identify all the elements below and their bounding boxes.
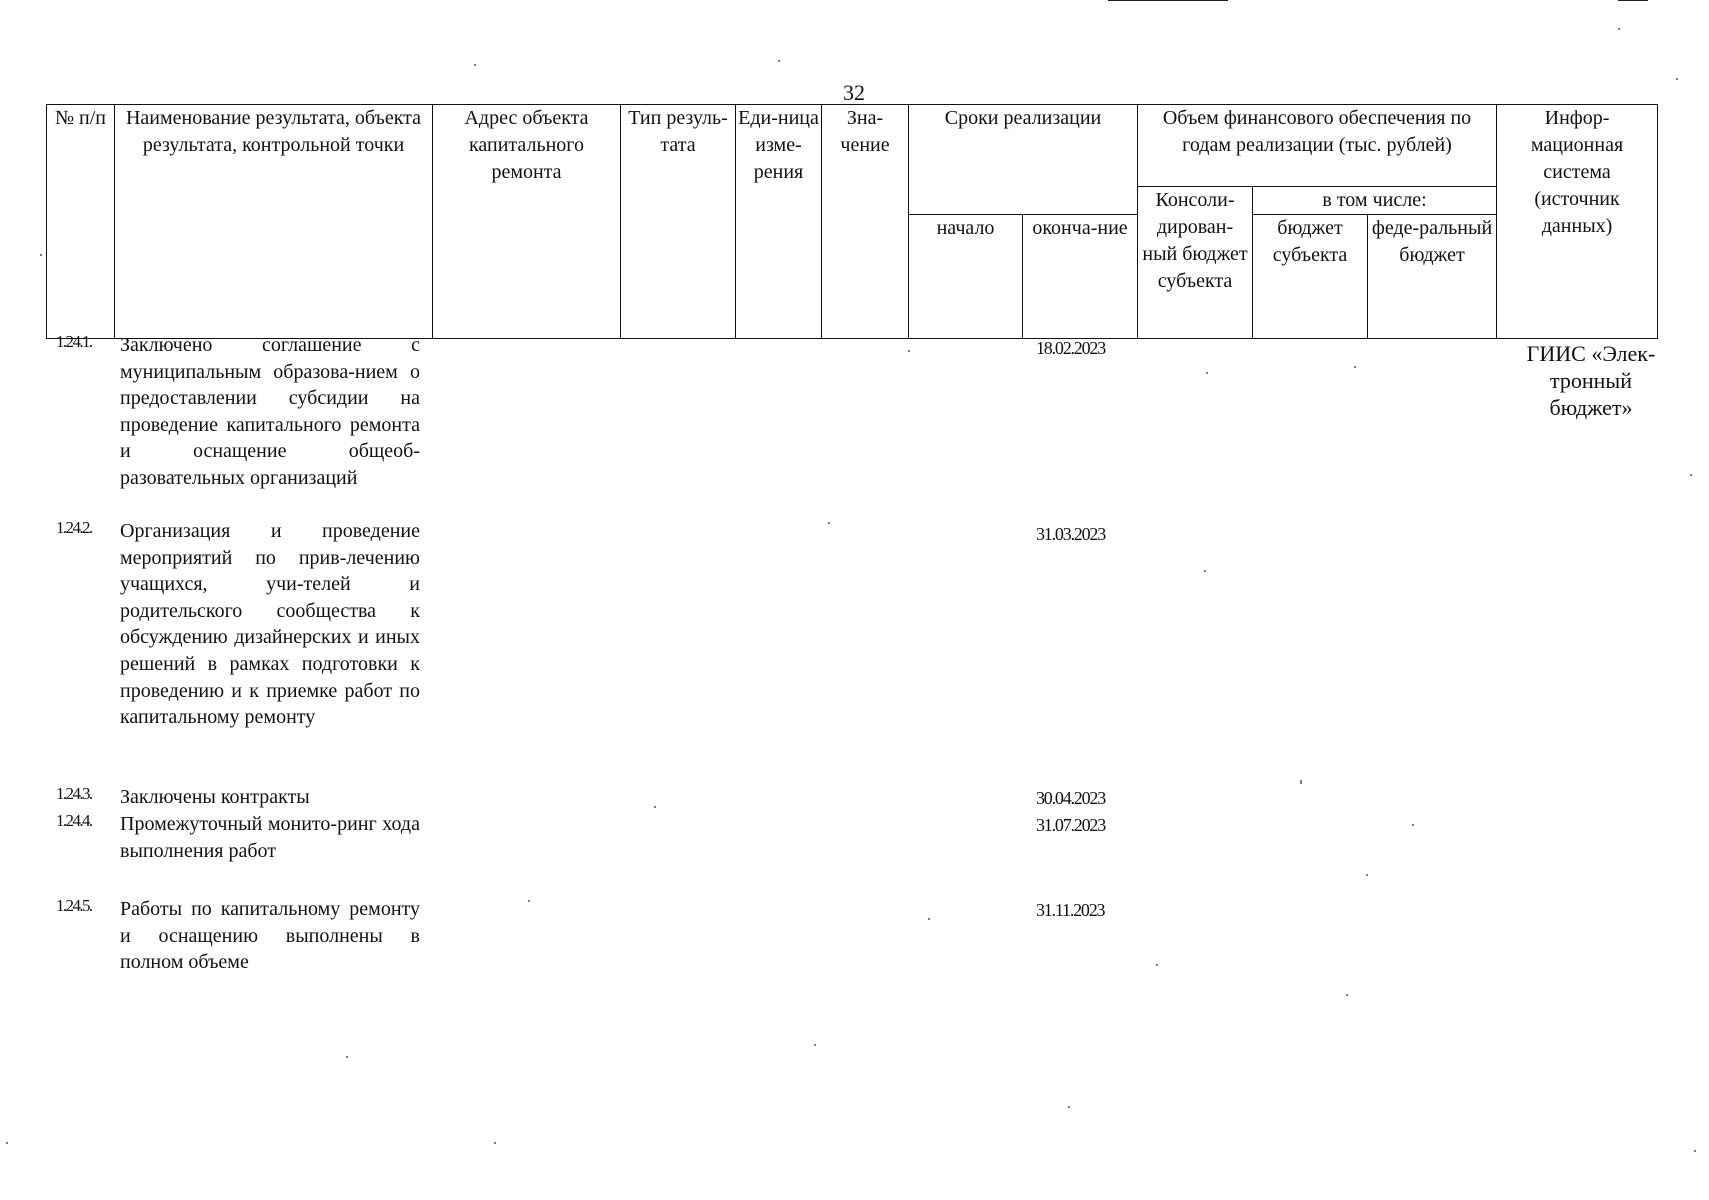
row-end-date: 31.11.2023 (1036, 900, 1105, 920)
header-consolidated-budget: Консоли-дирован-ный бюджет субъекта (1138, 187, 1253, 339)
scan-speck (6, 1142, 8, 1144)
header-name: Наименование результата, объекта результата, контрольной точки (115, 105, 433, 339)
scan-speck (1346, 994, 1348, 996)
row-info-system: ГИИС «Элек-тронный бюджет» (1526, 341, 1656, 420)
scan-mark (1108, 0, 1228, 1)
scan-speck (1300, 780, 1302, 782)
header-unit: Еди-ница изме-рения (736, 105, 822, 339)
scan-speck (828, 522, 830, 524)
header-start: начало (909, 215, 1023, 339)
scan-speck (1300, 782, 1302, 784)
scan-speck (474, 64, 476, 66)
scan-speck (494, 1142, 496, 1144)
scan-speck (1206, 372, 1208, 374)
scan-mark (1618, 0, 1648, 1)
header-info-system: Инфор-мационная система (источник данных) (1497, 105, 1658, 339)
scan-speck (1412, 824, 1414, 826)
header-value: Зна-чение (822, 105, 909, 339)
header-financing: Объем финансового обеспечения по годам реализации (тыс. рублей) (1138, 105, 1497, 187)
row-name: Работы по капитальному ремонту и оснащению выполнены в полном объеме (120, 898, 420, 974)
scan-speck (814, 1044, 816, 1046)
header-deadlines: Сроки реализации (909, 105, 1138, 215)
header-address: Адрес объекта капитального ремонта (433, 105, 621, 339)
row-end-date: 30.04.2023 (1036, 788, 1106, 808)
table-header (46, 104, 1658, 339)
row-name: Организация и проведение мероприятий по прив-лечению учащихся, учи-телей и родительского сообщества к обсуждению дизайнерских и иных решений в рамках подготовки к проведению и к приемке работ по капитальному ремонту (120, 520, 420, 729)
row-name: Промежуточный монито-ринг хода выполнения работ (120, 813, 420, 862)
row-number: 1.24.3. (56, 784, 92, 803)
scan-speck (654, 806, 656, 808)
scan-speck (1354, 366, 1356, 368)
row-end-date: 18.02.2023 (1036, 338, 1106, 358)
header-num: № п/п (47, 105, 115, 339)
scan-speck (1366, 874, 1368, 876)
scan-speck (1156, 964, 1158, 966)
row-end-date: 31.03.2023 (1036, 524, 1106, 544)
row-end-date: 31.07.2023 (1036, 815, 1106, 835)
row-number: 1.24.2. (56, 518, 92, 537)
scan-speck (40, 254, 42, 256)
scan-speck (1204, 570, 1206, 572)
header-type: Тип резуль-тата (621, 105, 736, 339)
scan-speck (346, 1056, 348, 1058)
row-name: Заключены контракты (120, 786, 310, 808)
row-name: Заключено соглашение с муниципальным образова-нием о предоставлении субсидии на проведение капитального ремонта и оснащение общеоб-разовательных организаций (120, 334, 420, 489)
header-including: в том числе: (1253, 187, 1497, 215)
scan-speck (1618, 28, 1620, 30)
row-number: 1.24.4. (56, 811, 92, 830)
header-subject-budget: бюджет субъекта (1253, 215, 1368, 339)
header-end: оконча-ние (1023, 215, 1138, 339)
row-number: 1.24.5. (56, 896, 92, 915)
scan-speck (928, 918, 930, 920)
scan-speck (1690, 474, 1692, 476)
page-number: 32 (843, 80, 865, 105)
scan-speck (908, 350, 910, 352)
scan-speck (1068, 1106, 1070, 1108)
row-number: 1.24.1. (56, 332, 92, 351)
scan-speck (1694, 1150, 1696, 1152)
scan-speck (778, 60, 780, 62)
header-federal-budget: феде-ральный бюджет (1368, 215, 1497, 339)
scan-speck (1676, 78, 1678, 80)
scan-speck (528, 900, 530, 902)
